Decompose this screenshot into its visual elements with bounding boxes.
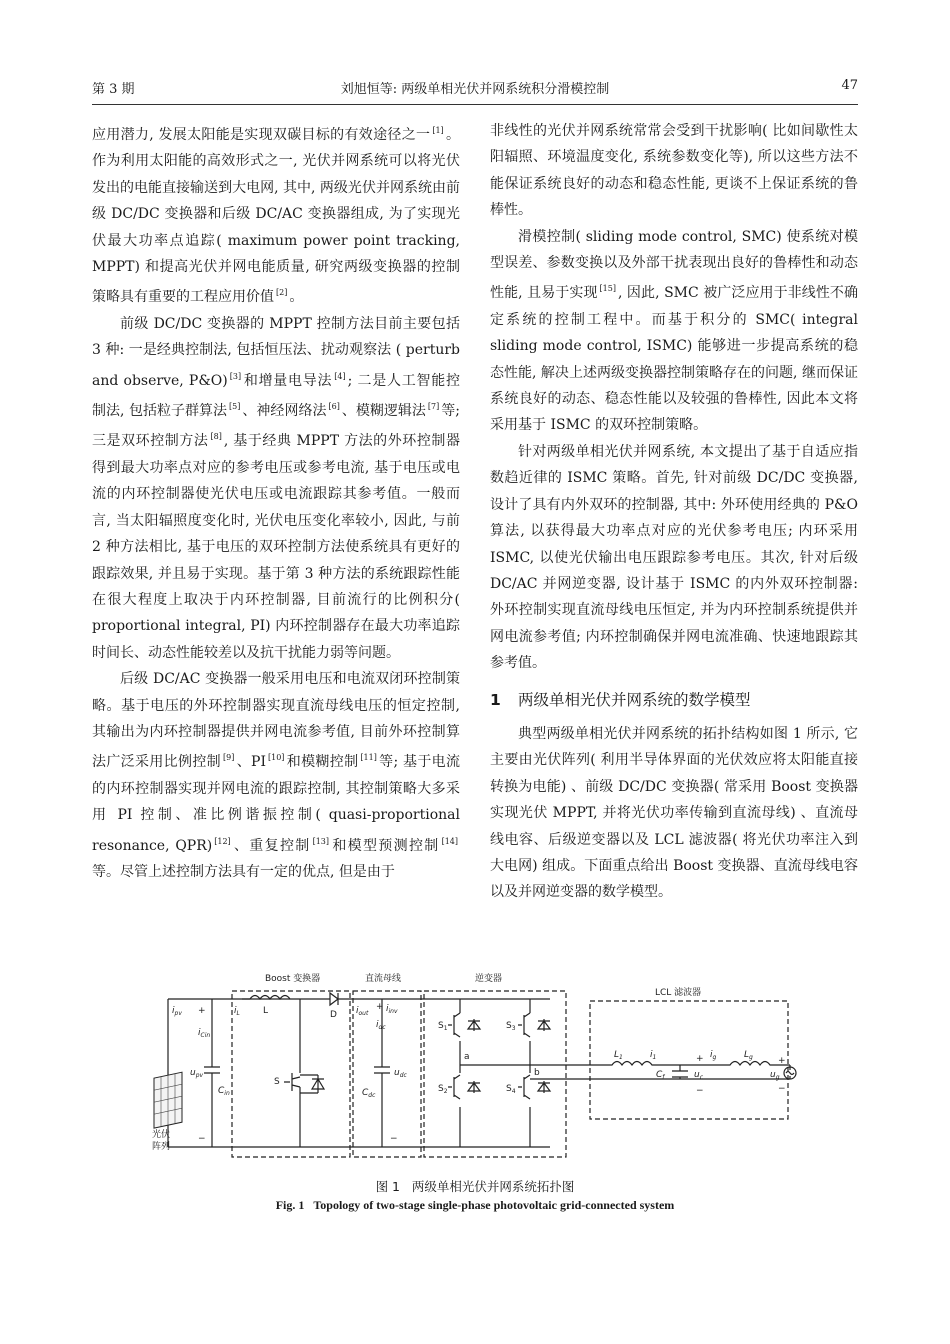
minus-sign: − (778, 1084, 786, 1094)
figure-caption-en (0, 1198, 950, 1213)
l1-label: $L_1$ (614, 1050, 623, 1061)
issue-number: 第 3 期 (92, 82, 135, 97)
citation: [11] (360, 753, 377, 763)
citation: [15] (599, 284, 616, 294)
s3-glyph (518, 1013, 530, 1037)
boost-switch (284, 999, 300, 1147)
paragraph (92, 118, 460, 311)
s2-glyph (448, 1075, 460, 1099)
citation: [2] (276, 288, 288, 298)
s4-glyph (518, 1075, 530, 1099)
figure-number: 图 1 (375, 1179, 400, 1194)
minus-sign: − (696, 1086, 704, 1096)
text-run: 。 (289, 289, 304, 306)
iout-label: $i_{out}$ (356, 1006, 369, 1017)
s3-label: $S_3$ (506, 1021, 516, 1032)
citation: [9] (223, 753, 235, 763)
iinv-label: $i_{inv}$ (386, 1004, 398, 1015)
d-label: D (330, 1010, 337, 1020)
ig-label: $i_g$ (710, 1050, 717, 1061)
text-run: 、模糊逻辑法 (341, 403, 426, 420)
citation: [7] (427, 402, 440, 412)
citation: [4] (334, 371, 346, 381)
text-run: 应用潜力, 发展太阳能是实现双碳目标的有效途径之一 (92, 127, 431, 143)
figure-title: 两级单相光伏并网系统拓扑图 (411, 1179, 575, 1194)
text-run: 和模糊控制 (286, 754, 359, 771)
s2-diode (468, 1081, 480, 1093)
dcbus-label: 直流母线 (365, 974, 402, 984)
text-run: 、PI (236, 754, 266, 771)
il-label: $i_L$ (234, 1006, 240, 1017)
figure-title: Topology of two-stage single-phase photovoltaic grid-connected system (313, 1198, 675, 1212)
node-a-label: a (464, 1052, 470, 1062)
node-b-label: b (534, 1068, 540, 1078)
s-label: S (274, 1077, 280, 1087)
text-run: 和模型预测控制 (331, 837, 440, 854)
pv-label-1: 光伏 (152, 1130, 171, 1140)
citation: [14] (441, 836, 459, 846)
paragraph: 针对两级单相光伏并网系统, 本文提出了基于自适应指数趋近律的 ISMC 策略。首先, 针对前级 DC/DC 变换器, 设计了具有内外双环的控制器, 其中: 外环使用经典的 P&O 算法, 以获得最大功率点对应的光伏参考电压; 内环采用 ISMC, 以使光伏输出电压跟踪参考电压。其次, 针对后级 DC/AC 并网逆变器, 设计基于 ISMC 的内外双环控制器: 外环控制实现直流母线电压恒定, 并为内环控制系统提供并网电流参考值; 内环控制确保并网电流准确、快速地跟踪其参考值。 (490, 443, 858, 672)
citation: [3] (229, 371, 242, 381)
citation: [10] (267, 753, 285, 763)
text-run: 、神经网络法 (242, 403, 327, 420)
running-title: 刘旭恒等: 两级单相光伏并网系统积分滑模控制 (340, 82, 610, 97)
cin-label: $C_{in}$ (218, 1086, 230, 1097)
citation: [1] (432, 126, 444, 135)
paragraph (490, 224, 858, 439)
boost-switch-diode (300, 1075, 324, 1093)
text-run: ; 二是人工智能控制法, 包括粒子群算法 (92, 372, 460, 420)
cf-cap (672, 1065, 688, 1079)
running-header (92, 78, 858, 100)
plus-sign: + (696, 1054, 704, 1064)
plus-sign: + (376, 1002, 384, 1012)
inverter-box (424, 991, 566, 1157)
citation: [6] (328, 402, 340, 412)
pv-panel-icon (154, 1072, 182, 1128)
text-run: , 因此, SMC 被广泛应用于非线性不确定系统的控制工程中。而基于积分的 SMC( integral sliding mode control, ISMC) 能够进一步提高系统的稳态性能, 解决上述两级变换器控制策略存在的问题, 继而保证系统良好的动态、稳态性能以及较强的鲁棒性, 因此本文将采用基于 ISMC 的双环控制策略。 (490, 285, 859, 434)
text-run: 。作为利用太阳能的高效形式之一, 光伏并网系统可以将光伏发出的电能直接输送到大电网, 其中, 两级光伏并网系统由前级 DC/DC 变换器和后级 DC/AC 变换器组成, 为了实现光伏最大功率点追踪( maximum power point tracking, MPPT) 和提高光伏并网电能质量, 研究两级变换器的控制策略具有重要的工程应用价值 (92, 127, 460, 306)
text-run: 等; 基于电流的内环控制器实现并网电流的跟踪控制, 其控制策略大多采用 PI 控制、准比例谐振控制( quasi-proportional resonance, QPR) (92, 754, 461, 854)
text-run: 等; 三是双环控制方法 (92, 403, 461, 450)
text-run: 滑模控制( sliding mode control, SMC) 使系统对模型误差、参数变换以及外部干扰表现出良好的鲁棒性和动态性能, 且易于实现 (490, 228, 858, 302)
citation: [8] (210, 432, 222, 442)
left-column (92, 118, 460, 885)
s1-glyph (448, 1013, 460, 1037)
uc-label: $u_c$ (694, 1070, 704, 1081)
text-run: 等。尽管上述控制方法具有一定的优点, 但是由于 (92, 863, 395, 880)
minus-sign: − (390, 1134, 398, 1144)
section-title: 两级单相光伏并网系统的数学模型 (518, 690, 751, 709)
page-number: 47 (841, 78, 858, 93)
citation: [12] (214, 836, 231, 846)
lcl-inductors (600, 1062, 790, 1066)
upv-label: $u_{pv}$ (190, 1068, 204, 1079)
text-run: , 基于经典 MPPT 方法的外环控制器得到最大功率点对应的参考电压或参考电流, 基于电压或电流的内环控制器使光伏电压或电流跟踪其参考值。一般而言, 当太阳辐照度变化时, 光伏电压变化率较小, 因此, 与前 2 种方法相比, 基于电压的双环控制方法使系统具有更好的跟踪效果, 并且易于实现。基于第 3 种方法的系统跟踪性能在很大程度上取决于内环控制器, 目前流行的比例积分( proportional integral, PI) 内环控制器存在最大功率追踪时间长、动态性能较差以及抗干扰能力弱等问题。 (92, 433, 460, 661)
pv-label-2: 阵列 (152, 1142, 171, 1152)
text-run: 、重复控制 (232, 837, 311, 854)
plus-sign: + (198, 1006, 206, 1016)
topology-figure (150, 965, 840, 1170)
citation: [13] (312, 836, 330, 846)
inverter-label: 逆变器 (475, 974, 503, 984)
boost-label: Boost 变换器 (265, 974, 321, 984)
section-heading (490, 687, 858, 713)
grid-sine (786, 1072, 794, 1075)
idc-label: $i_{dc}$ (376, 1020, 386, 1031)
lg-label: $L_g$ (744, 1050, 753, 1061)
paragraph (92, 666, 460, 885)
udc-label: $u_{dc}$ (394, 1068, 407, 1079)
right-column (490, 118, 858, 906)
text-run: 前级 DC/DC 变换器的 MPPT 控制方法目前主要包括 3 种: 一是经典控制法, 包括恒压法、扰动观察法 ( perturb and observe, P&O) (92, 315, 460, 389)
header-rule (92, 104, 858, 105)
s1-diode (468, 1019, 480, 1031)
s3-diode (538, 1019, 550, 1031)
s4-label: $S_4$ (506, 1084, 516, 1095)
plus-sign: + (778, 1056, 786, 1066)
minus-sign: − (198, 1134, 206, 1144)
cdc-label: $C_{dc}$ (362, 1088, 376, 1099)
cin-cap (204, 999, 220, 1147)
paragraph: 非线性的光伏并网系统常常会受到干扰影响( 比如间歇性太阳辐照、环境温度变化, 系统参数变化等), 所以这些方法不能保证系统良好的动态和稳态性能, 更谈不上保证系统的鲁棒性。 (490, 123, 858, 219)
section-number: 1 (490, 690, 501, 709)
paragraph (92, 311, 460, 666)
i1-label: $i_1$ (650, 1050, 657, 1061)
text-run: 和增量电导法 (243, 372, 333, 389)
citation: [5] (229, 402, 241, 412)
lcl-label: LCL 滤波器 (655, 988, 702, 998)
figure-number: Fig. 1 (275, 1198, 305, 1212)
paragraph: 典型两级单相光伏并网系统的拓扑结构如图 1 所示, 它主要由光伏阵列( 利用半导体界面的光伏效应将太阳能直接转换为电能) 、前级 DC/DC 变换器( 常采用 Boost 变换器实现光伏 MPPT, 并将光伏功率传输到直流母线) 、直流母线电容、后级逆变器以及 LCL 滤波器( 将光伏功率注入到大电网) 组成。下面重点给出 Boost 变换器、直流母线电容以及并网逆变器的数学模型。 (490, 725, 858, 901)
s2-label: $S_2$ (438, 1084, 448, 1095)
boost-diode (325, 993, 550, 1005)
l-label: L (263, 1006, 269, 1016)
cf-label: $C_f$ (656, 1070, 665, 1081)
figure-caption-cn (0, 1177, 950, 1195)
ug-label: $u_g$ (770, 1070, 780, 1081)
s4-diode (538, 1081, 550, 1093)
ipv-label: $i_{pv}$ (172, 1006, 182, 1017)
icin-label: $i_{Cin}$ (198, 1028, 211, 1039)
s1-label: $S_1$ (438, 1021, 448, 1032)
text-run: 后级 DC/AC 变换器一般采用电压和电流双闭环控制策略。基于电压的外环控制器实现直流母线电压的恒定控制, 其输出为内环控制器提供并网电流参考值, 目前外环控制算法广泛采用比例控制 (92, 671, 460, 771)
